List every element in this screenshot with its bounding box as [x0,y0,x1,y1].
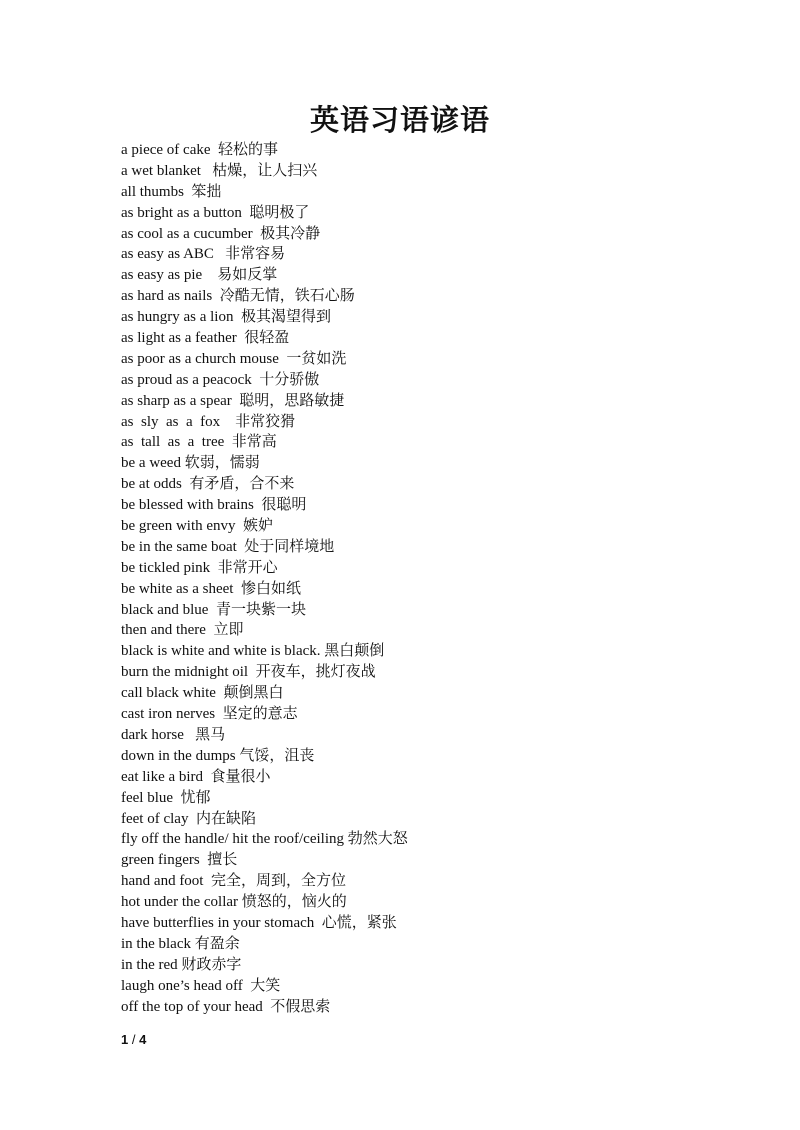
idiom-entry: as poor as a church mouse 一贫如洗 [121,350,347,367]
idiom-entry: burn the midnight oil 开夜车，挑灯夜战 [121,664,376,681]
idiom-entry: as light as a feather 很轻盈 [121,330,290,347]
idiom-entry: all thumbs 笨拙 [121,183,222,200]
idiom-entry: as easy as ABC 非常容易 [121,246,286,263]
idiom-entry: as proud as a peacock 十分骄傲 [121,371,320,388]
idiom-entry: black and blue 青一块紫一块 [121,601,306,618]
idiom-entry: as sharp as a spear 聪明，思路敏捷 [121,392,345,409]
page-number [121,1030,146,1050]
idiom-entry: down in the dumps 气馁，沮丧 [121,747,315,764]
idiom-entry: be a weed 软弱，懦弱 [121,455,260,472]
idiom-entry: off the top of your head 不假思索 [121,998,331,1015]
page-title: 英语习语谚语 [309,103,490,137]
page-number-separator: / [131,1032,136,1047]
idiom-entry: a piece of cake 轻松的事 [121,142,279,158]
idiom-entry: as bright as a button 聪明极了 [121,204,310,221]
idiom-list [121,140,681,1017]
idiom-entry: as hungry as a lion 极其渴望得到 [121,309,331,326]
idiom-entry: in the red 财政赤字 [121,956,242,973]
idiom-entry: then and there 立即 [121,622,244,639]
idiom-entry: be white as a sheet 惨白如纸 [121,580,301,597]
idiom-entry: be blessed with brains 很聪明 [121,497,307,514]
idiom-entry: green fingers 擅长 [121,852,238,869]
idiom-entry: as easy as pie 易如反掌 [121,267,278,284]
idiom-entry: have butterflies in your stomach 心慌，紧张 [121,914,397,931]
idiom-entry: a wet blanket 枯燥，让人扫兴 [121,162,318,179]
idiom-entry: fly off the handle/ hit the roof/ceiling 勃然大怒 [121,831,408,848]
idiom-entry: as tall as a tree 非常高 [121,434,277,451]
idiom-entry: as sly as a fox 非常狡猾 [121,413,296,430]
idiom-entry: in the black 有盈余 [121,935,240,952]
page-number-total: 4 [139,1032,147,1047]
idiom-entry: hand and foot 完全，周到，全方位 [121,873,346,890]
idiom-entry: dark horse 黑马 [121,726,226,743]
idiom-entry: feet of clay 内在缺陷 [121,810,256,827]
idiom-entry: feel blue 忧郁 [121,789,211,806]
idiom-entry: as cool as a cucumber 极其冷静 [121,225,321,242]
idiom-entry: cast iron nerves 坚定的意志 [121,706,298,723]
idiom-entry: black is white and white is black. 黑白颠倒 [121,643,385,660]
idiom-entry: be in the same boat 处于同样境地 [121,538,335,555]
idiom-entry: be green with envy 嫉妒 [121,518,274,535]
idiom-entry: hot under the collar 愤怒的，恼火的 [121,894,347,911]
idiom-entry: be tickled pink 非常开心 [121,559,278,576]
idiom-entry: eat like a bird 食量很小 [121,768,271,785]
idiom-entry: call black white 颠倒黑白 [121,685,284,702]
idiom-entry: be at odds 有矛盾，合不来 [121,476,295,493]
idiom-entry: laugh one’s head off 大笑 [121,977,281,994]
page-number-current: 1 [121,1032,129,1047]
idiom-entry: as hard as nails 冷酷无情，铁石心肠 [121,288,355,305]
